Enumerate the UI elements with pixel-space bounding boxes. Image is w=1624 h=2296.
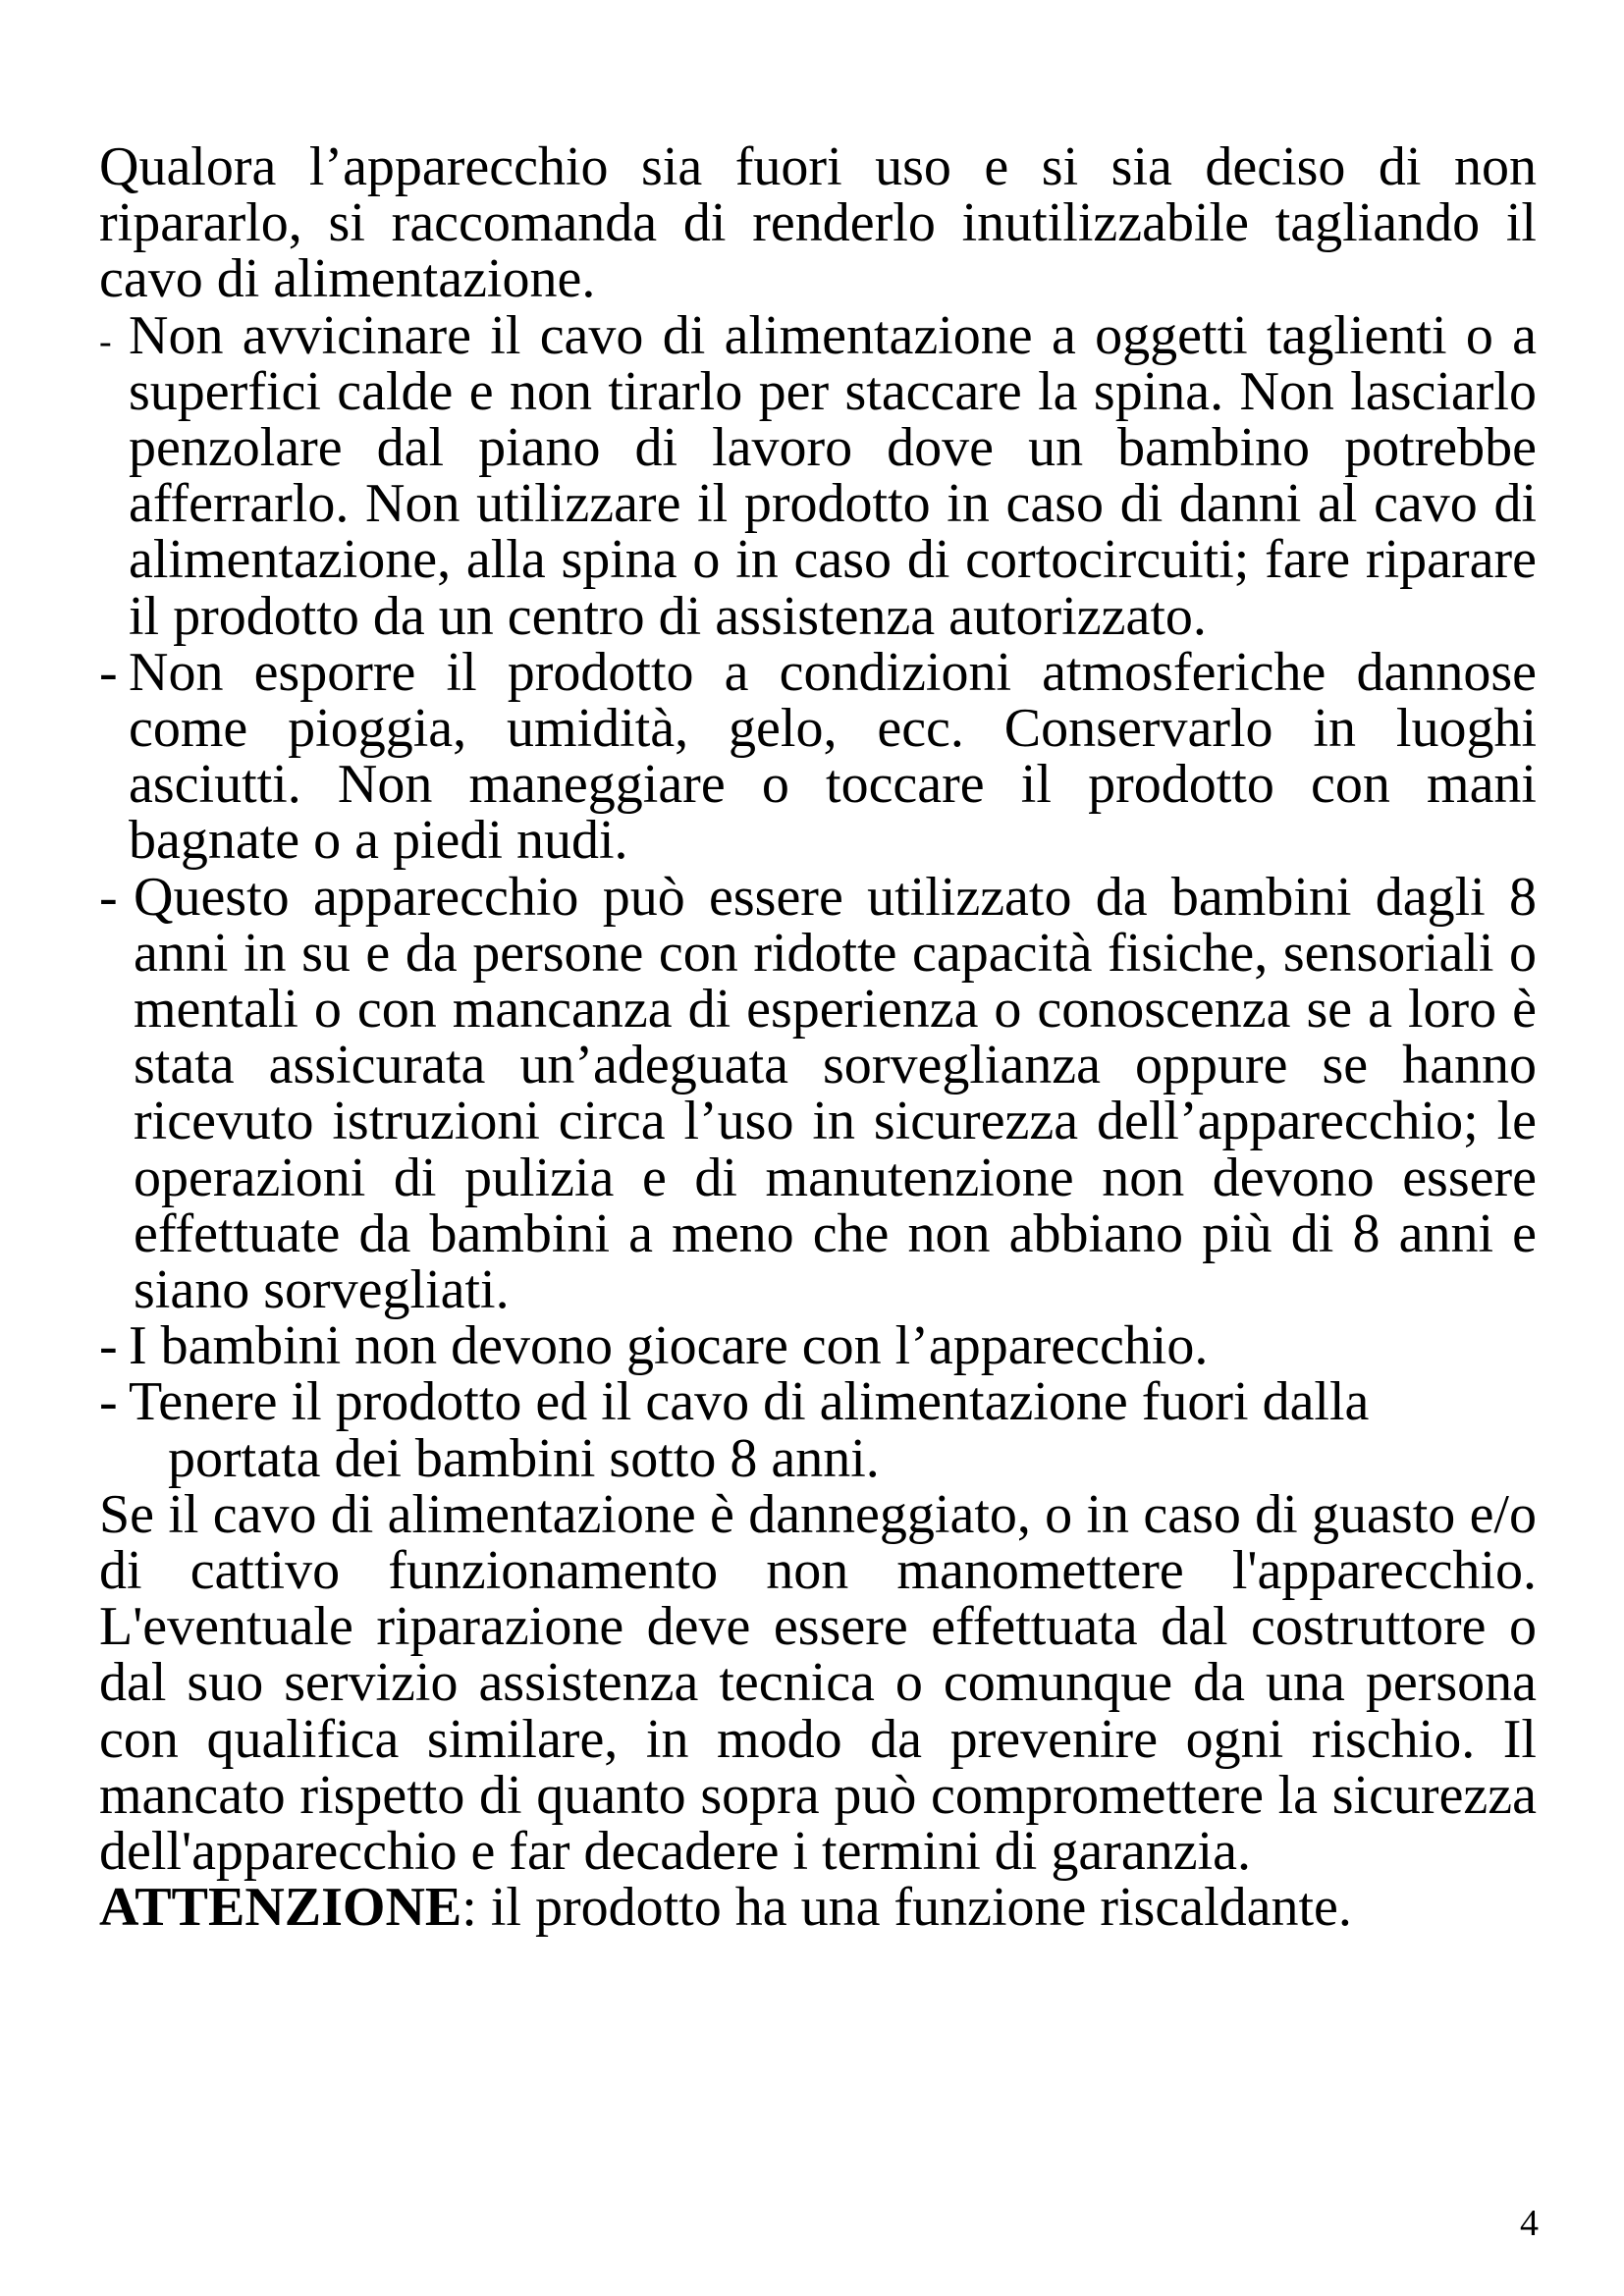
page-number: 4 [1520, 2203, 1539, 2244]
bullet-weather [99, 641, 1537, 872]
bullet-children-usage [99, 866, 1537, 1321]
intro-paragraph: Qualora l’apparecchio sia fuori uso e si sia deciso di non ripararlo, si raccomanda di renderlo inutilizzabile tagliando il cavo di alimentazione. [99, 136, 1537, 310]
bullet-dash: - [99, 1315, 118, 1377]
bullet-text: I bambini non devono giocare con l’apparecchio. [129, 1315, 1209, 1377]
warning-line [99, 1877, 1537, 1939]
bullet-text: Questo apparecchio può essere utilizzato da bambini dagli 8 anni in su e da persone con ridotte capacità fisiche, sensoriali o mentali o con mancanza di esperienza o conoscenza se a loro è stata assicurata un’adeguata sorveglianza oppure se hanno ricevuto istruzioni circa l’uso in sicurezza dell’apparecchio; le operazioni di pulizia e di manutenzione non devono essere effettuate da bambini a meno che non abbiano più di 8 anni e siano sorvegliati. [134, 866, 1537, 1321]
bullet-text: Non esporre il prodotto a condizioni atmosferiche dannose come pioggia, umidità, gelo, ecc. Conservarlo in luoghi asciutti. Non maneggiare o toccare il prodotto con mani bagnate o a piedi nudi. [129, 641, 1537, 872]
bullet-dash: - [99, 320, 112, 362]
bullet-text: Non avvicinare il cavo di alimentazione a oggetti taglienti o a superfici calde e non tirarlo per staccare la spina. Non lasciarlo penzolare dal piano di lavoro dove un bambino potrebbe afferrarlo. Non utilizzare il prodotto in caso di danni al cavo di alimentazione, alla spina o in caso di cortocircuiti; fare riparare il prodotto da un centro di assistenza autorizzato. [129, 304, 1537, 647]
bullet-children-reach [99, 1371, 1537, 1489]
page-body [99, 136, 1537, 1939]
bullet-dash: - [99, 1371, 118, 1433]
repair-paragraph: Se il cavo di alimentazione è danneggiato, o in caso di guasto e/o di cattivo funzionamento non manomettere l'apparecchio. L'eventuale riparazione deve essere effettuata dal costruttore o dal suo servizio assistenza tecnica o comunque da una persona con qualifica similare, in modo da prevenire ogni rischio. Il mancato rispetto di quanto sopra può compromettere la sicurezza dell'apparecchio e far decadere i termini di garanzia. [99, 1483, 1537, 1883]
bullet-children-play [99, 1315, 1537, 1377]
bullet-dash: - [99, 641, 118, 703]
bullet-power-cord [99, 304, 1537, 647]
bullet-dash: - [99, 866, 118, 928]
warning-label: ATTENZIONE [99, 1877, 462, 1939]
bullet-text: Tenere il prodotto ed il cavo di alimentazione fuori dalla [129, 1371, 1370, 1433]
bullet-text-continued: portata dei bambini sotto 8 anni. [168, 1427, 880, 1489]
warning-text: : il prodotto ha una funzione riscaldante. [461, 1877, 1352, 1939]
